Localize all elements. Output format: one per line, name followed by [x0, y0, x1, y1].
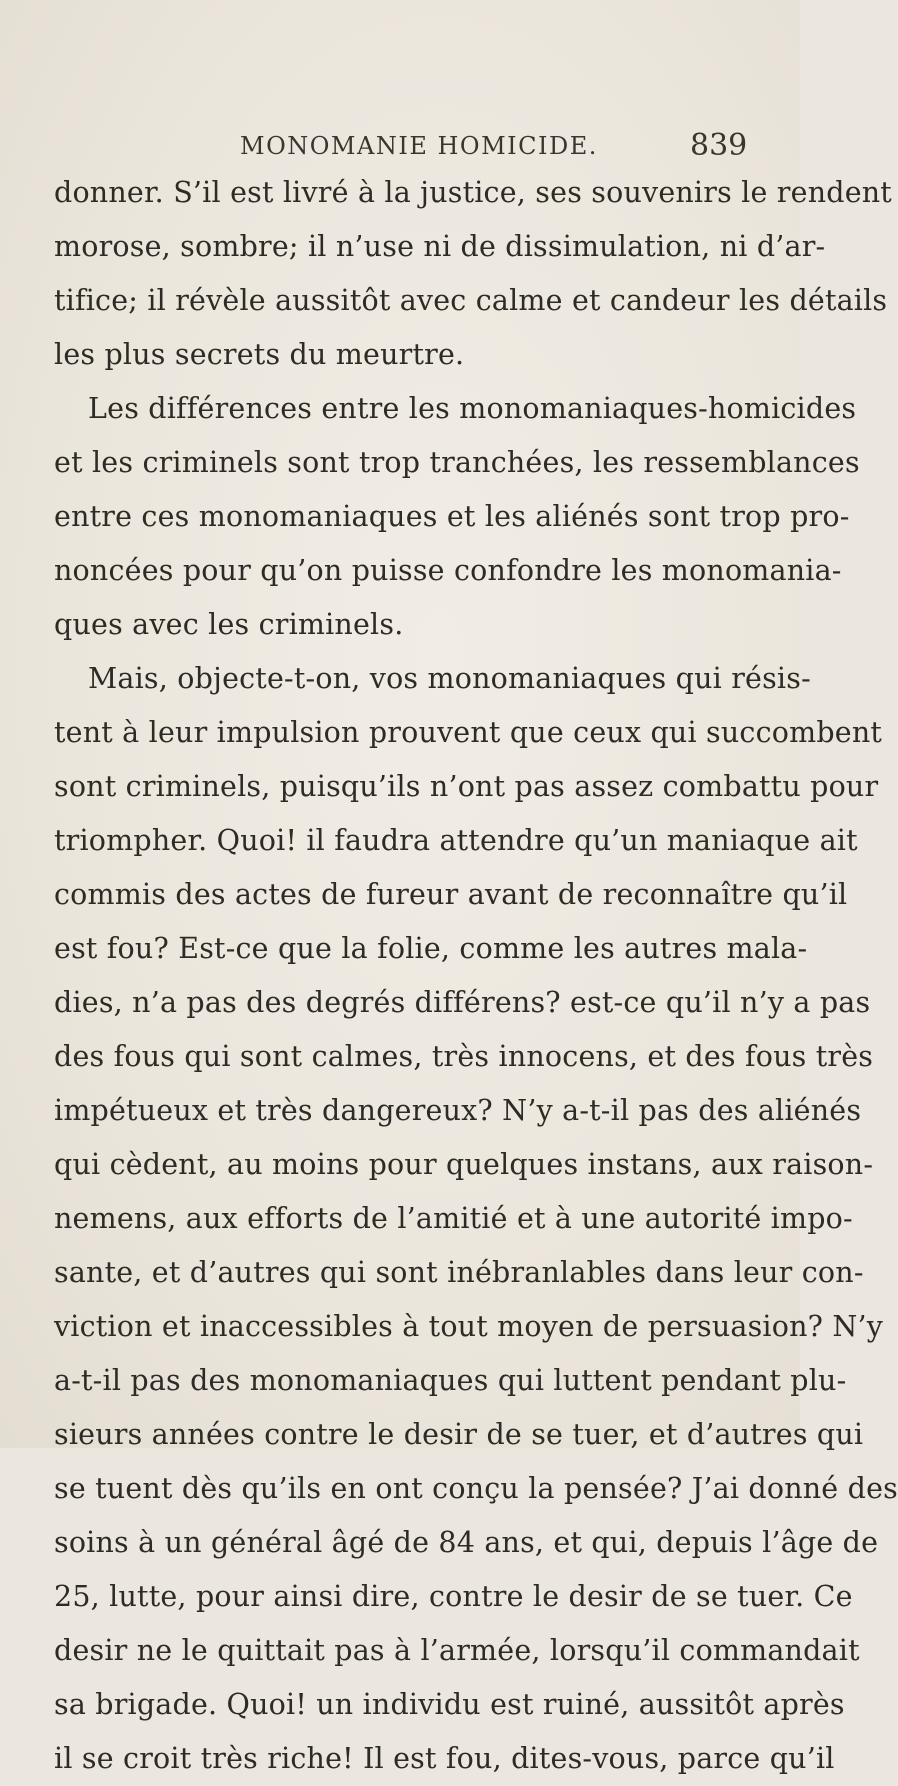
- body-text: [54, 166, 898, 1786]
- text-line: commis des actes de fureur avant de reconnaître qu’il: [54, 878, 848, 911]
- text-line: desir ne le quittait pas à l’armée, lorsqu’il commandait: [54, 1634, 860, 1667]
- text-line: impétueux et très dangereux? N’y a-t-il pas des aliénés: [54, 1094, 862, 1127]
- text-line: dies, n’a pas des degrés différens? est-ce qu’il n’y a pas: [54, 986, 871, 1019]
- text-line: des fous qui sont calmes, très innocens, et des fous très: [54, 1040, 874, 1073]
- text-line: a-t-il pas des monomaniaques qui luttent pendant plu-: [54, 1364, 847, 1397]
- text-line: sante, et d’autres qui sont inébranlables dans leur con-: [54, 1256, 864, 1289]
- text-line: tifice; il révèle aussitôt avec calme et candeur les détails: [54, 284, 888, 317]
- page-number: 839: [690, 128, 748, 163]
- text-line: se tuent dès qu’ils en ont conçu la pensée? J’ai donné des: [54, 1472, 898, 1505]
- text-line: Mais, objecte-t-on, vos monomaniaques qui résis-: [88, 662, 811, 695]
- running-title: MONOMANIE HOMICIDE.: [240, 132, 598, 160]
- text-line: est fou? Est-ce que la folie, comme les autres mala-: [54, 932, 808, 965]
- text-line: Les différences entre les monomaniaques-homicides: [88, 392, 857, 425]
- text-line: ques avec les criminels.: [54, 608, 404, 641]
- text-line: qui cèdent, au moins pour quelques instans, aux raison-: [54, 1148, 874, 1181]
- text-line: sont criminels, puisqu’ils n’ont pas assez combattu pour: [54, 770, 879, 803]
- text-line: sieurs années contre le desir de se tuer, et d’autres qui: [54, 1418, 864, 1451]
- text-line: 25, lutte, pour ainsi dire, contre le desir de se tuer. Ce: [54, 1580, 853, 1613]
- text-line: soins à un général âgé de 84 ans, et qui, depuis l’âge de: [54, 1526, 879, 1559]
- text-line: entre ces monomaniaques et les aliénés sont trop pro-: [54, 500, 850, 533]
- text-line: et les criminels sont trop tranchées, les ressemblances: [54, 446, 860, 479]
- text-line: noncées pour qu’on puisse confondre les monomania-: [54, 554, 842, 587]
- text-line: nemens, aux efforts de l’amitié et à une autorité impo-: [54, 1202, 853, 1235]
- text-line: tent à leur impulsion prouvent que ceux qui succombent: [54, 716, 883, 749]
- page-header: [0, 128, 800, 168]
- text-line: viction et inaccessibles à tout moyen de persuasion? N’y: [54, 1310, 884, 1343]
- text-line: morose, sombre; il n’use ni de dissimulation, ni d’ar-: [54, 230, 826, 263]
- text-line: donner. S’il est livré à la justice, ses souvenirs le rendent: [54, 176, 892, 209]
- text-line: il se croit très riche! Il est fou, dites-vous, parce qu’il: [54, 1742, 835, 1775]
- text-line: sa brigade. Quoi! un individu est ruiné, aussitôt après: [54, 1688, 845, 1721]
- text-line: les plus secrets du meurtre.: [54, 338, 465, 371]
- text-line: triompher. Quoi! il faudra attendre qu’un maniaque ait: [54, 824, 858, 857]
